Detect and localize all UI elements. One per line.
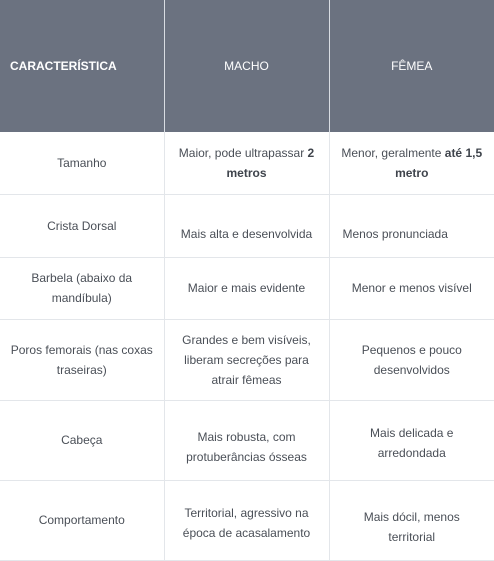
feature-cell: Comportamento: [0, 480, 164, 560]
feature-cell: Cabeça: [0, 400, 164, 480]
table-row: [0, 480, 494, 560]
female-cell: Menos pronunciada: [329, 194, 494, 257]
male-bold-text: 2 metros: [226, 145, 315, 180]
male-text: Maior, pode ultrapassar: [178, 145, 308, 160]
female-cell: [329, 132, 494, 194]
male-cell: Mais robusta, com protuberâncias ósseas: [164, 400, 329, 480]
table-row: [0, 257, 494, 319]
female-cell: Mais dócil, menos territorial: [329, 480, 494, 560]
male-cell: Grandes e bem visíveis, liberam secreções para atrair fêmeas: [164, 319, 329, 400]
header-caracteristica: CARACTERÍSTICA: [0, 0, 164, 132]
female-text: Menor, geralmente: [341, 145, 445, 160]
table-body: [0, 132, 494, 560]
feature-cell: Tamanho: [0, 132, 164, 194]
female-cell: Menor e menos visível: [329, 257, 494, 319]
female-bold-text: até 1,5 metro: [395, 145, 483, 180]
header-femea: FÊMEA: [329, 0, 494, 132]
male-cell: [164, 132, 329, 194]
table-header: [0, 0, 494, 132]
feature-cell: Crista Dorsal: [0, 194, 164, 257]
female-cell: Mais delicada e arredondada: [329, 400, 494, 480]
male-cell: Mais alta e desenvolvida: [164, 194, 329, 257]
feature-cell: Poros femorais (nas coxas traseiras): [0, 319, 164, 400]
feature-cell: Barbela (abaixo da mandíbula): [0, 257, 164, 319]
header-row: [0, 0, 494, 132]
male-cell: Territorial, agressivo na época de acasalamento: [164, 480, 329, 560]
table-row: [0, 400, 494, 480]
table-row: [0, 194, 494, 257]
table-row: [0, 319, 494, 400]
table-row: [0, 132, 494, 194]
male-cell: Maior e mais evidente: [164, 257, 329, 319]
female-cell: Pequenos e pouco desenvolvidos: [329, 319, 494, 400]
header-macho: MACHO: [164, 0, 329, 132]
